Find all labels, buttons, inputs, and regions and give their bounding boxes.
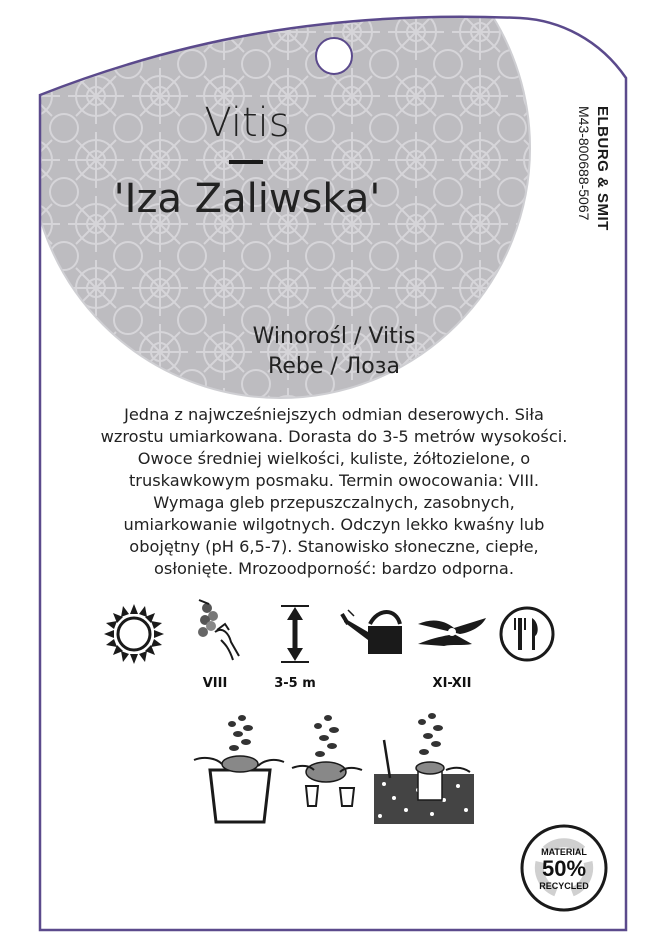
plant-genus: Vitis xyxy=(204,100,290,146)
common-name-line-2: Rebe / Лоза xyxy=(268,354,400,379)
recycle-badge-top: MATERIAL xyxy=(541,847,587,857)
hang-hole xyxy=(316,38,352,74)
planting-step-3-illustration xyxy=(374,713,474,824)
fruiting-month-label: VIII xyxy=(202,676,228,691)
planting-step-1-illustration xyxy=(194,715,284,822)
height-arrow-icon xyxy=(281,606,309,662)
planting-step-2-illustration xyxy=(292,715,362,806)
height-label: 3-5 m xyxy=(274,676,316,691)
fruit-picking-icon xyxy=(198,600,239,660)
product-code: M43-800688-5067 xyxy=(576,106,592,221)
title-separator xyxy=(229,160,263,164)
edible-cutlery-icon xyxy=(501,608,553,660)
common-name-line-1: Winorośl / Vitis xyxy=(252,324,416,349)
sun-icon xyxy=(104,604,164,664)
recycle-badge-percent: 50% xyxy=(541,856,587,881)
plant-description: Jedna z najwcześniejszych odmian deserowych. Siła wzrostu umiarkowana. Dorasta do 3-5 metrów wysokości. Owoce średniej wielkości, kuliste, żółtozielone, o truskawkowym posmaku. Termin owocowania: VIII. Wymaga gleb przepuszczalnych, zasobnych, umiarkowanie wilgotnych. Odczyn lekko kwaśny lub obojętny (pH 6,5-7). Stanowisko słoneczne, ciepłe, osłonięte. Mrozoodporność: bardzo odporna. xyxy=(100,405,568,578)
plant-cultivar: 'Iza Zaliwska' xyxy=(113,176,381,222)
brand-name: ELBURG & SMIT xyxy=(594,106,611,231)
pruning-months-label: XI-XII xyxy=(432,676,472,691)
watering-can-icon xyxy=(342,610,402,654)
recycle-badge-bottom: RECYCLED xyxy=(539,881,589,891)
pruning-shears-icon xyxy=(418,618,486,646)
